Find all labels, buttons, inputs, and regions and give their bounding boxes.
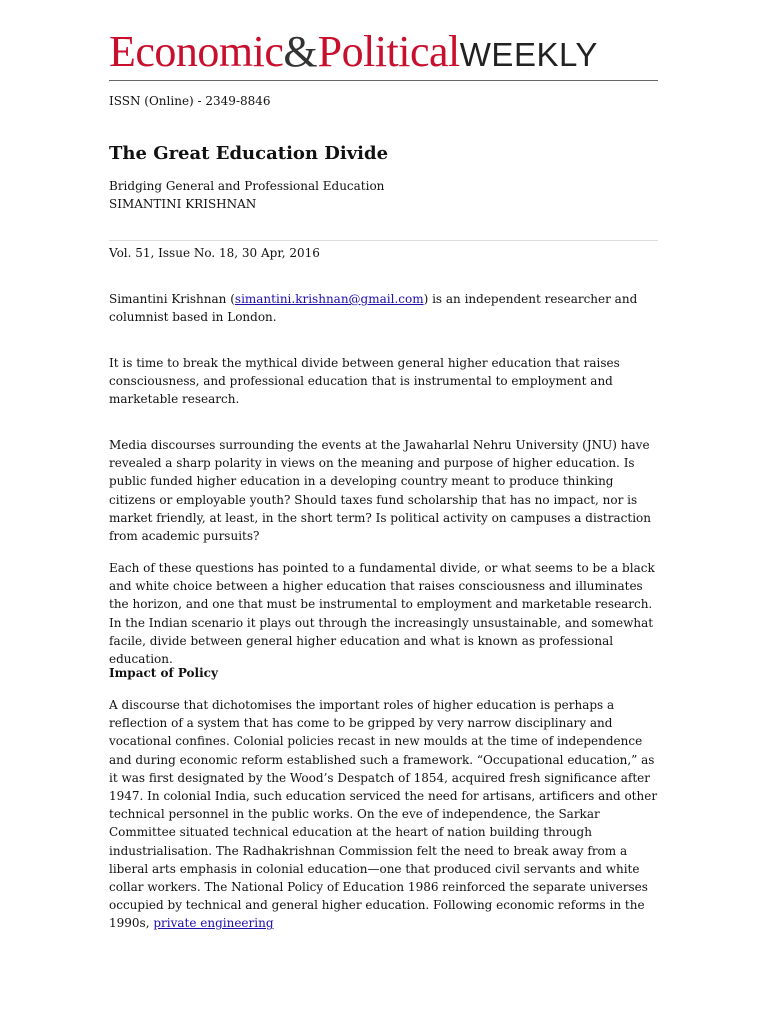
masthead-logo[interactable]: [109, 28, 658, 76]
author-bio: [109, 290, 658, 326]
body-paragraph-2: Each of these questions has pointed to a fundamental divide, or what seems to be a black and white choice between a higher education that raises consciousness and illuminates the horizon, and one that must be instrumental to employment and marketable research. In the Indian scenario it plays out through the increasingly unsustainable, and somewhat facile, divide between general higher education and what is known as professional education.: [109, 561, 655, 667]
issue-info: Vol. 51, Issue No. 18, 30 Apr, 2016: [109, 246, 320, 260]
article-title: The Great Education Divide: [109, 143, 389, 164]
logo-ampersand: &: [283, 27, 318, 76]
section-divider: [109, 240, 658, 241]
body-paragraph-1: Media discourses surrounding the events at the Jawaharlal Nehru University (JNU) have revealed a sharp polarity in views on the meaning and purpose of higher education. Is public funded higher education in a developing country meant to produce thinking citizens or employable youth? Should taxes fund scholarship that has no impact, nor is market friendly, at least, in the short term? Is political activity on campuses a distraction from academic pursuits?: [109, 438, 651, 544]
author-email-link[interactable]: simantini.krishnan@gmail.com: [234, 292, 424, 306]
private-engineering-link[interactable]: private engineering: [153, 916, 274, 931]
issn-text: ISSN (Online) - 2349-8846: [109, 94, 271, 108]
article-abstract: It is time to break the mythical divide between general higher education that raises consciousness, and professional education that is instrumental to employment and marketable research.: [109, 356, 620, 407]
article-author: SIMANTINI KRISHNAN: [109, 197, 257, 211]
article-subtitle: Bridging General and Professional Education: [109, 179, 385, 193]
bio-suffix: ) is an independent researcher and columnist based in London.: [109, 292, 638, 325]
section-heading: Impact of Policy: [109, 666, 218, 680]
logo-political: Political: [317, 27, 460, 76]
masthead-divider: [109, 80, 658, 81]
policy-text: A discourse that dichotomises the important roles of higher education is perhaps a reflection of a system that has come to be gripped by very narrow disciplinary and vocational confines. Colonial policies recast in new moulds at the time of independence and during economic reform established such a framework. “Occupational education,” as it was first designated by the Wood’s Despatch of 1854, acquired fresh significance after 1947. In colonial India, such education serviced the need for artisans, artificers and other technical personnel in the public works. On the eve of independence, the Sarkar Committee situated technical education at the heart of nation building through industrialisation. The Radhakrishnan Commission felt the need to break away from a liberal arts emphasis in colonial education—one that produced civil servants and white collar workers. The National Policy of Education 1986 reinforced the separate universes occupied by technical and general higher education. Following economic reforms in the 1990s,: [109, 698, 658, 931]
logo-economic: Economic: [109, 27, 284, 76]
body-paragraph-3: [109, 696, 658, 933]
logo-weekly: WEEKLY: [459, 36, 598, 73]
bio-prefix: Simantini Krishnan (: [109, 292, 235, 306]
